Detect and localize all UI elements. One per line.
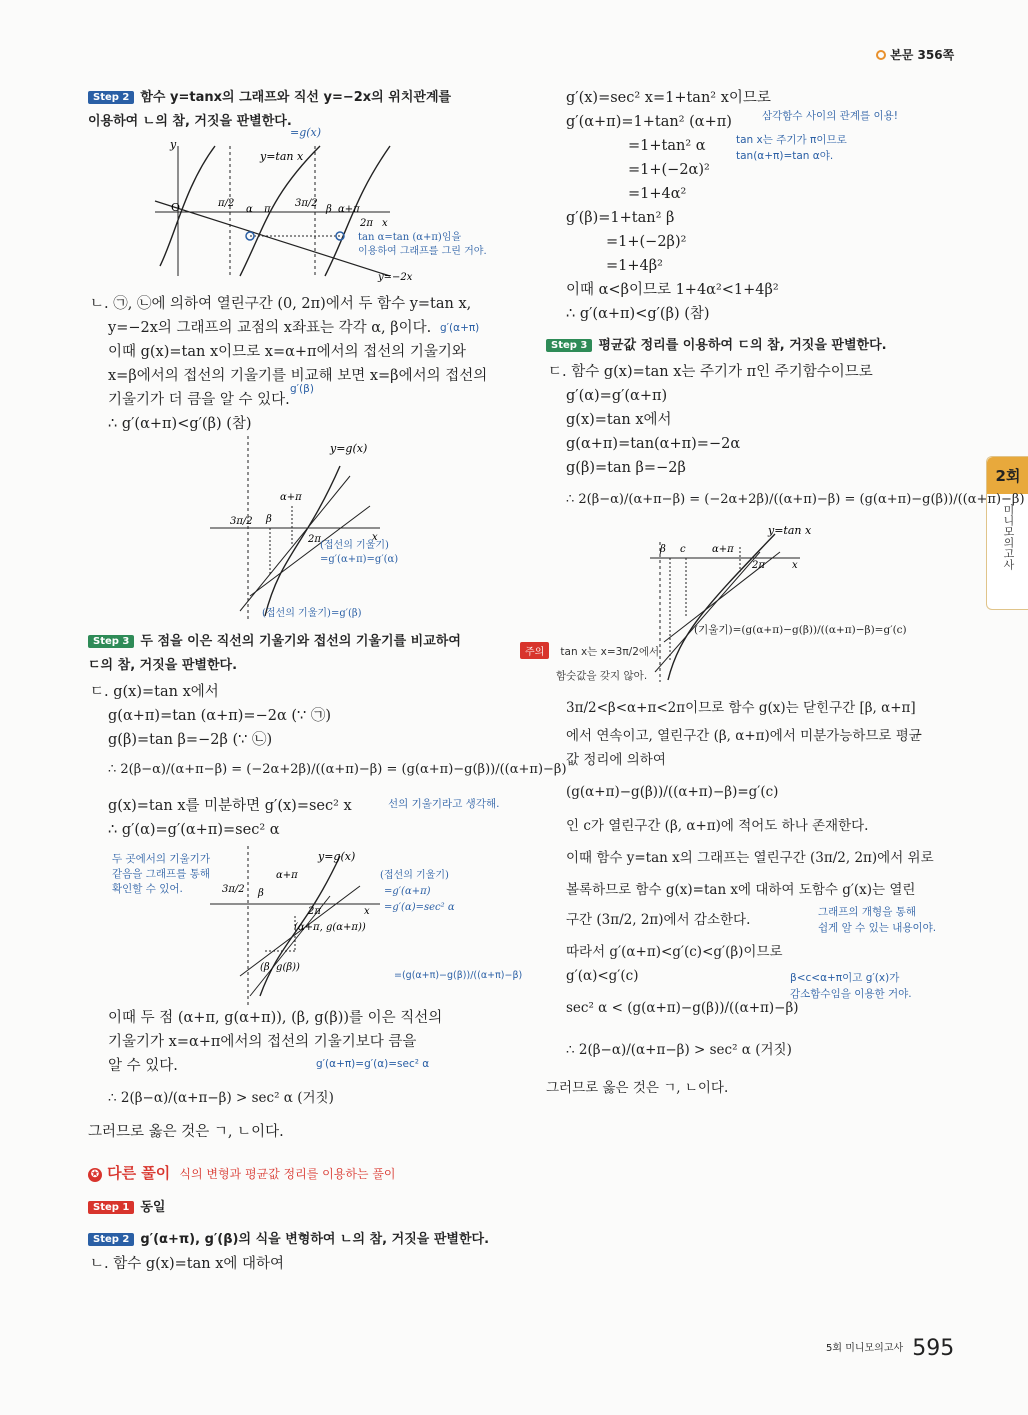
step2-title-line2: 이용하여 ㄴ의 참, 거짓을 판별한다. [88, 114, 292, 129]
right-c6: 이때 함수 y=tan x의 그래프는 열린구간 (3π/2, 2π)에서 위로 [566, 850, 934, 866]
tan-label: y=tan x [260, 150, 304, 163]
right-c1: 3π/2<β<α+π<2π이므로 함수 g(x)는 닫힌구간 [β, α+π] [566, 700, 916, 716]
alt-step2-badge: Step 2 [88, 1233, 134, 1246]
graph-secant-compare [210, 846, 500, 1006]
left-p3: 이때 g(x)=tan x이므로 x=α+π에서의 접선의 기울기와 [108, 344, 466, 360]
right-c8-note1: 그래프의 개형을 통해 [818, 906, 916, 918]
right-step3-heading [546, 334, 887, 353]
step2-heading [88, 86, 451, 105]
left-r4: ∴ 2(β−α)/(α+π−β) > sec² α (거짓) [108, 1090, 334, 1106]
alt-step2-text: g′(α+π), g′(β)의 식을 변형하여 ㄴ의 참, 거짓을 판별한다. [140, 1232, 490, 1247]
graph-mean-value [650, 522, 890, 682]
right-step3-badge: Step 3 [546, 339, 592, 352]
left-r2: 기울기가 x=α+π에서의 접선의 기울기보다 큼을 [108, 1034, 417, 1050]
right-b1: ㄷ. 함수 g(x)=tan x는 주기가 π인 주기함수이므로 [548, 364, 873, 380]
alpha-pi-label: α+π [338, 204, 360, 215]
left-r5: 그러므로 옳은 것은 ㄱ, ㄴ이다. [88, 1124, 284, 1140]
g4-2pi: 2π [752, 560, 765, 571]
g2-s3: (접선의 기울기)=g′(β) [262, 608, 362, 619]
g3-pt2: (β, g(β)) [260, 962, 300, 973]
alt-subtitle: 식의 변형과 평균값 정리를 이용하는 풀이 [179, 1167, 396, 1181]
2pi-label: 2π [360, 218, 373, 229]
right-step3-title: 평균값 정리를 이용하여 ㄷ의 참, 거짓을 판별한다. [598, 338, 887, 353]
y-label: y [170, 138, 177, 151]
3pi2-label: 3π/2 [295, 198, 318, 209]
right-c10-note2: 감소함수임을 이용한 거야. [790, 988, 912, 1000]
side-note-3: 확인할 수 있어. [112, 883, 183, 895]
curve [668, 534, 775, 680]
right-c13: 그러므로 옳은 것은 ㄱ, ㄴ이다. [546, 1080, 729, 1096]
alt-step2 [88, 1228, 489, 1247]
g3-slope-note: =(g(α+π)−g(β))/((α+π)−β) [394, 970, 523, 981]
orange-dot-icon [876, 50, 886, 60]
caution-badge: 주의 [520, 642, 549, 659]
left-p1: ㄴ. ㉠, ㉡에 의하여 열린구간 (0, 2π)에서 두 함수 y=tan x, [90, 296, 472, 312]
right-a10: ∴ g′(α+π)<g′(β) (참) [566, 306, 710, 322]
caution-box [520, 640, 659, 659]
g3-apl: α+π [276, 870, 298, 881]
g3-beta: β [258, 888, 264, 899]
left-q5-note: 선의 기울기라고 생각해. [388, 798, 500, 810]
right-a1: g′(x)=sec² x=1+tan² x이므로 [566, 90, 771, 106]
right-a4: =1+(−2α)² [628, 162, 710, 178]
g3-top: y=g(x) [318, 850, 356, 863]
left-q1: ㄷ. g(x)=tan x에서 [90, 684, 219, 700]
beta-label: β [326, 204, 332, 215]
right-c10: g′(α)<g′(c) [566, 968, 639, 984]
right-c7: 볼록하므로 함수 g(x)=tan x에 대하여 도함수 g′(x)는 열린 [566, 882, 916, 898]
right-c11: sec² α < (g(α+π)−g(β))/((α+π)−β) [566, 1000, 799, 1016]
side-note-2: 같음을 그래프를 통해 [112, 868, 210, 880]
caution-line1: tan x는 x=3π/2에서 [560, 646, 660, 658]
right-c2: 에서 연속이고, 열린구간 (β, α+π)에서 미분가능하므로 평균 [566, 728, 922, 744]
g4-apl: α+π [712, 544, 734, 555]
caution-line2: 함숫값을 갖지 않아. [556, 670, 648, 682]
left-p5-note: g′(β) [290, 383, 314, 395]
left-step3-badge: Step 3 [88, 635, 134, 648]
secant [655, 552, 760, 672]
g3-s3: =g′(α)=sec² α [384, 902, 455, 913]
alt-step1-text: 동일 [140, 1200, 166, 1215]
right-a9: 이때 α<β이므로 1+4α²<1+4β² [566, 282, 779, 298]
left-q3: g(β)=tan β=−2β (∵ ㉡) [108, 732, 273, 748]
right-a3-note2: tan(α+π)=tan α야. [736, 150, 834, 162]
right-c8-note2: 쉽게 알 수 있는 내용이야. [818, 922, 937, 934]
side-tab-number: 2회 [987, 457, 1028, 494]
g4-top: y=tan x [768, 524, 812, 537]
right-a7: =1+(−2β)² [606, 234, 687, 250]
tan-branch-1 [160, 146, 215, 266]
x-label: x [382, 218, 388, 229]
left-p2: y=−2x의 그래프의 교점의 x좌표는 각각 α, β이다. [108, 320, 432, 336]
right-b5: g(β)=tan β=−2β [566, 460, 686, 476]
page-ref-header [876, 46, 954, 63]
g3-2pi: 2π [308, 906, 321, 917]
g4-x: x [792, 560, 798, 571]
side-tab-label: 미니모의고사 [1002, 504, 1015, 570]
page-ref-label: 본문 356쪽 [890, 48, 955, 62]
right-a3: =1+tan² α [628, 138, 706, 154]
left-p6: ∴ g′(α+π)<g′(β) (참) [108, 416, 252, 432]
alt-last: ㄴ. 함수 g(x)=tan x에 대하여 [90, 1256, 285, 1272]
g2-apl: α+π [280, 492, 302, 503]
right-a6: g′(β)=1+tan² β [566, 210, 675, 226]
g3-x: x [364, 906, 370, 917]
alt-step1-badge: Step 1 [88, 1201, 134, 1214]
graph1-note1: tan α=tan (α+π)임을 [358, 232, 462, 243]
right-c8: 구간 (3π/2, 2π)에서 감소한다. [566, 912, 751, 928]
left-q5: g(x)=tan x를 미분하면 g′(x)=sec² x [108, 798, 352, 814]
g-label: =g(x) [290, 126, 322, 139]
left-side-note [112, 852, 210, 897]
right-c3: 값 정리에 의하여 [566, 752, 666, 768]
g2-s2: =g′(α+π)=g′(α) [320, 554, 399, 565]
left-q4: ∴ 2(β−α)/(α+π−β) = (−2α+2β)/((α+π)−β) = (g(α+π)−g(β))/((α+π)−β) [108, 762, 567, 777]
right-c12: ∴ 2(β−α)/(α+π−β) > sec² α (거짓) [566, 1042, 792, 1058]
left-p2-note: g′(α+π) [440, 322, 480, 334]
left-r3: 알 수 있다. [108, 1058, 178, 1074]
graph-tan-and-line [150, 126, 500, 286]
graph1-note2: 이용하여 그래프를 그린 거야. [358, 246, 487, 257]
alt-solution-heading [88, 1162, 396, 1183]
right-a2: g′(α+π)=1+tan² (α+π) [566, 114, 732, 130]
left-step3-title2: ㄷ의 참, 거짓을 판별한다. [88, 658, 238, 673]
right-c5: 인 c가 열린구간 (β, α+π)에 적어도 하나 존재한다. [566, 818, 869, 834]
g2-2pi: 2π [308, 534, 321, 545]
g2-x: x [372, 532, 378, 543]
right-b2: g′(α)=g′(α+π) [566, 388, 668, 404]
footer-label: 5회 미니모의고사 [826, 1343, 904, 1354]
g2-top: y=g(x) [330, 442, 368, 455]
left-step3-title1: 두 점을 이은 직선의 기울기와 접선의 기울기를 비교하여 [140, 634, 461, 649]
g2-beta: β [266, 514, 272, 525]
step2-title-line1: 함수 y=tanx의 그래프와 직선 y=−2x의 위치관계를 [140, 90, 452, 105]
left-p5: 기울기가 더 큼을 알 수 있다. [108, 392, 290, 408]
left-q6: ∴ g′(α)=g′(α+π)=sec² α [108, 822, 280, 838]
right-a2-note: 삼각함수 사이의 관계를 이용! [762, 110, 898, 122]
origin-label: O [171, 201, 181, 214]
right-b6: ∴ 2(β−α)/(α+π−β) = (−2α+2β)/((α+π)−β) = (g(α+π)−g(β))/((α+π)−β) [566, 492, 1025, 507]
pi-label: π [264, 204, 271, 215]
g4-c: c [680, 544, 686, 555]
left-r1: 이때 두 점 (α+π, g(α+π)), (β, g(β))를 이은 직선의 [108, 1010, 443, 1026]
step2-badge: Step 2 [88, 91, 134, 104]
g3-pt1: (α+π, g(α+π)) [294, 922, 366, 933]
alt-title: 다른 풀이 [107, 1164, 171, 1182]
graph-tangent-compare [210, 436, 470, 620]
right-b4: g(α+π)=tan(α+π)=−2α [566, 436, 741, 452]
right-c9: 따라서 g′(α+π)<g′(c)<g′(β)이므로 [566, 944, 783, 960]
g4-beta: β [660, 544, 666, 555]
left-p4: x=β에서의 접선의 기울기를 비교해 보면 x=β에서의 접선의 [108, 368, 488, 384]
alt-step1 [88, 1196, 166, 1215]
left-q2: g(α+π)=tan (α+π)=−2α (∵ ㉠) [108, 708, 331, 724]
footer [826, 1336, 954, 1361]
g3-s2: =g′(α+π) [384, 886, 431, 897]
left-step3-heading [88, 630, 461, 649]
g4-slope: (기울기)=(g(α+π)−g(β))/((α+π)−β)=g′(c) [694, 624, 907, 636]
right-b3: g(x)=tan x에서 [566, 412, 672, 428]
left-r3-note: g′(α+π)=g′(α)=sec² α [316, 1058, 430, 1070]
right-a5: =1+4α² [628, 186, 687, 202]
g3-s1: (접선의 기울기) [380, 870, 449, 881]
g2-tpi: 3π/2 [230, 516, 253, 527]
right-c4: (g(α+π)−g(β))/((α+π)−β)=g′(c) [566, 784, 779, 800]
side-note-1: 두 곳에서의 기울기가 [112, 853, 210, 865]
alpha-label: α [246, 204, 253, 215]
line-label: y=−2x [378, 272, 413, 283]
g2-s1: (접선의 기울기) [320, 540, 389, 551]
right-a8: =1+4β² [606, 258, 663, 274]
page-number: 595 [912, 1336, 955, 1361]
pi2-label: π/2 [218, 198, 235, 209]
right-a3-note1: tan x는 주기가 π이므로 [736, 134, 847, 146]
star-icon: ✪ [88, 1168, 102, 1182]
g3-tpi: 3π/2 [222, 884, 245, 895]
right-c10-note1: β<c<α+π이고 g′(x)가 [790, 972, 900, 984]
side-tab[interactable] [986, 456, 1028, 610]
